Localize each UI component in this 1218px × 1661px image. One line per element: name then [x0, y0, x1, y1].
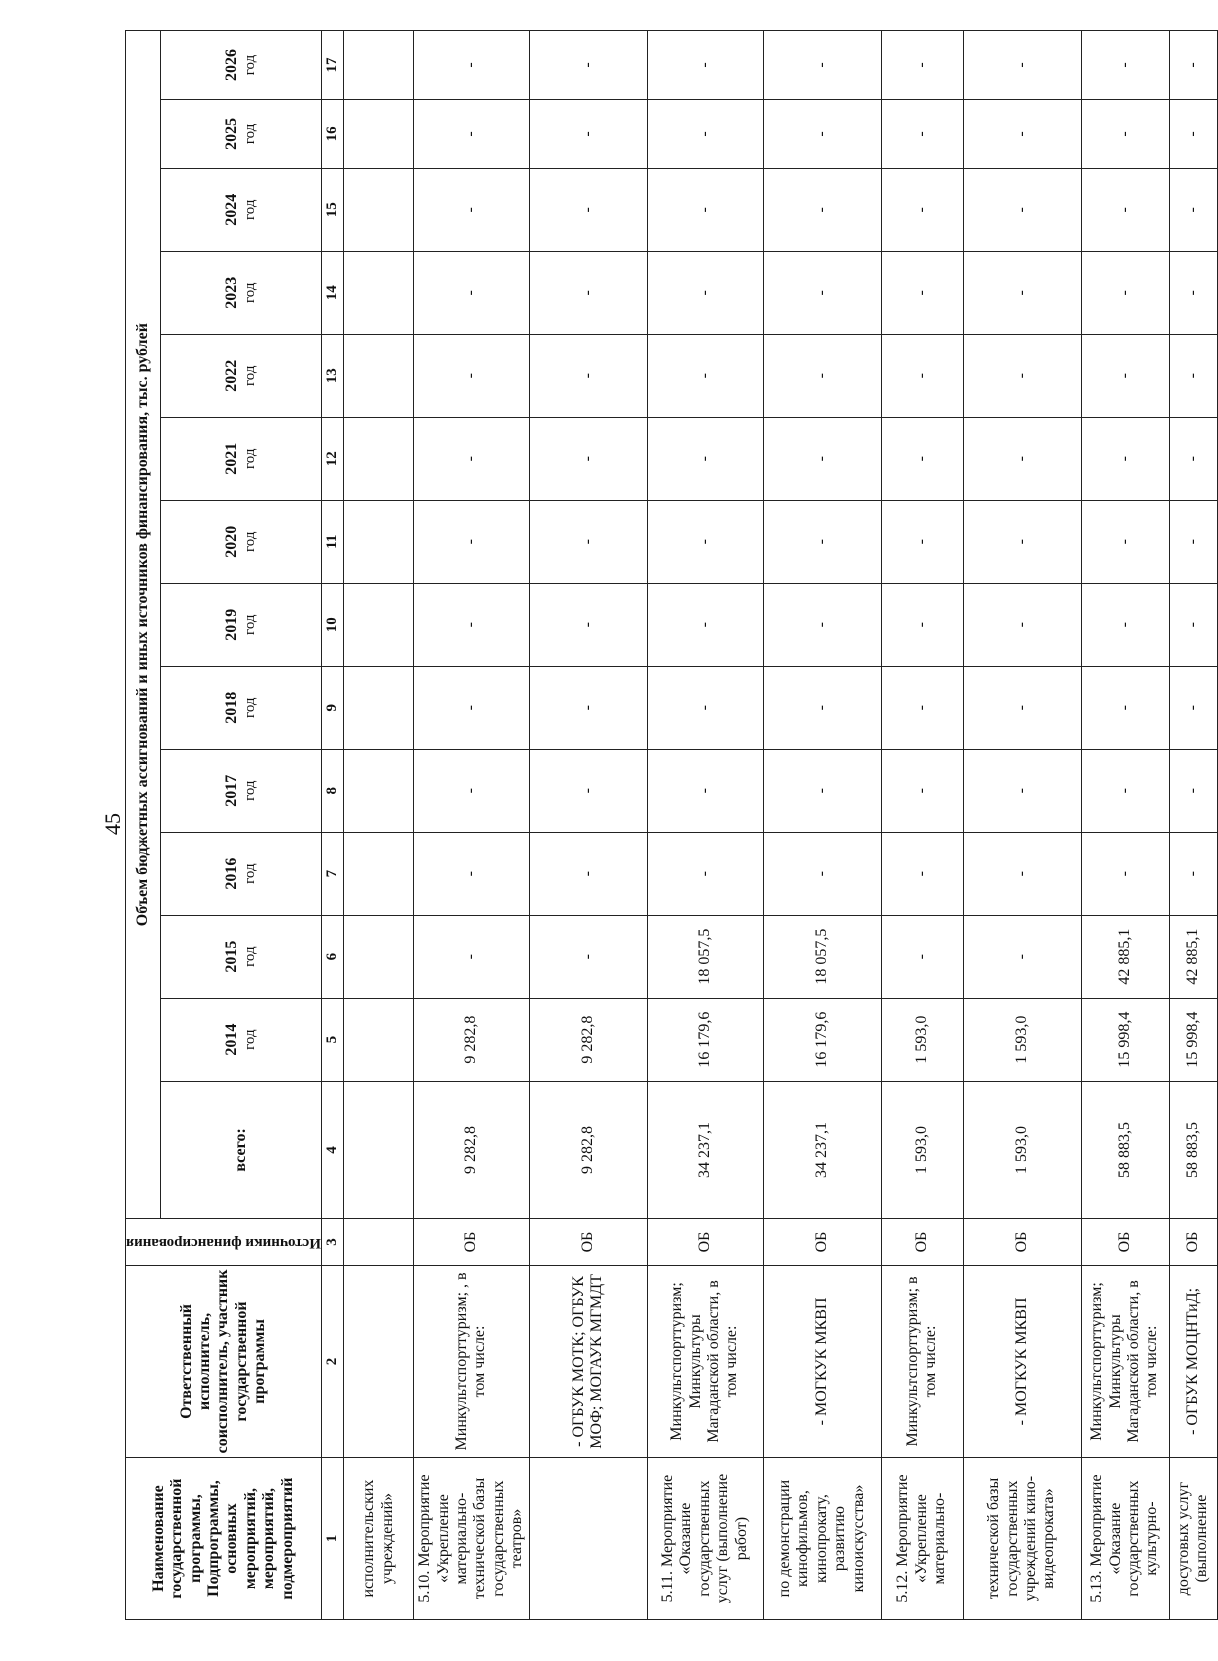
row-value-cell: 18 057,5	[647, 915, 763, 998]
row-value-cell: -	[647, 749, 763, 832]
row-value-cell: -	[881, 583, 963, 666]
row-value-cell	[344, 251, 414, 334]
header-total: всего:	[161, 1081, 322, 1219]
row-value-cell: 58 883,5	[1169, 1081, 1217, 1219]
header-year: 2023 год	[161, 251, 322, 334]
column-number: 5	[321, 998, 343, 1081]
row-value-cell: 34 237,1	[763, 1081, 881, 1219]
column-number: 7	[321, 832, 343, 915]
row-value-cell: -	[1169, 334, 1217, 417]
row-value-cell: 16 179,6	[647, 998, 763, 1081]
row-value-cell: -	[414, 749, 529, 832]
row-value-cell	[344, 998, 414, 1081]
row-value-cell: -	[881, 31, 963, 100]
column-number: 6	[321, 915, 343, 998]
row-value-cell: -	[414, 915, 529, 998]
row-value-cell: -	[1169, 251, 1217, 334]
row-value-cell: -	[414, 832, 529, 915]
row-value-cell: -	[647, 334, 763, 417]
row-value-cell: -	[647, 832, 763, 915]
header-year: 2017 год	[161, 749, 322, 832]
table-row	[763, 31, 881, 1620]
row-value-cell: -	[647, 31, 763, 100]
row-value-cell: -	[881, 915, 963, 998]
row-value-cell: -	[963, 99, 1081, 168]
row-executor-cell: Минкультспорттуризм; Минкультуры Магаданской области, в том числе:	[647, 1265, 763, 1457]
row-value-cell: -	[1081, 417, 1169, 500]
header-year: 2022 год	[161, 334, 322, 417]
table-row	[1081, 31, 1169, 1620]
column-number: 12	[321, 417, 343, 500]
row-executor-cell: - ОГБУК МОТК; ОГБУК МОФ; МОГАУК МГМДТ	[529, 1265, 647, 1457]
row-value-cell: -	[647, 417, 763, 500]
header-year: 2019 год	[161, 583, 322, 666]
row-value-cell: -	[963, 915, 1081, 998]
row-value-cell: -	[1169, 31, 1217, 100]
row-value-cell	[344, 99, 414, 168]
column-number: 9	[321, 666, 343, 749]
row-value-cell: -	[963, 832, 1081, 915]
header-source: Источники финансирования	[126, 1219, 322, 1266]
row-value-cell	[344, 334, 414, 417]
row-value-cell: -	[763, 251, 881, 334]
row-value-cell: 9 282,8	[529, 1081, 647, 1219]
row-value-cell: -	[647, 583, 763, 666]
row-value-cell: -	[881, 666, 963, 749]
row-value-cell: -	[529, 749, 647, 832]
header-executor: Ответственный исполнитель, соисполнитель, участник государственной программы	[126, 1265, 322, 1457]
row-value-cell: -	[529, 500, 647, 583]
row-value-cell: -	[1169, 583, 1217, 666]
row-executor-cell: Минкультспорттуризм; , в том числе:	[414, 1265, 529, 1457]
column-number: 14	[321, 251, 343, 334]
row-value-cell: -	[647, 666, 763, 749]
column-number: 16	[321, 99, 343, 168]
row-value-cell	[344, 583, 414, 666]
row-value-cell: 58 883,5	[1081, 1081, 1169, 1219]
table-row	[647, 31, 763, 1620]
row-value-cell: -	[414, 31, 529, 100]
row-name-cell: 5.11. Мероприятие «Оказание государственных услуг (выполнение работ)	[647, 1458, 763, 1620]
row-value-cell: -	[1081, 334, 1169, 417]
column-number: 17	[321, 31, 343, 100]
row-value-cell: 15 998,4	[1169, 998, 1217, 1081]
row-value-cell: 9 282,8	[529, 998, 647, 1081]
row-value-cell: -	[1081, 583, 1169, 666]
header-funding-group: Объем бюджетных ассигнований и иных источников финансирования, тыс. рублей	[126, 31, 161, 1219]
row-value-cell	[344, 832, 414, 915]
row-executor-cell: - ОГБУК МОЦНТиД;	[1169, 1265, 1217, 1457]
row-value-cell: -	[1081, 832, 1169, 915]
row-value-cell: 15 998,4	[1081, 998, 1169, 1081]
row-value-cell: 16 179,6	[763, 998, 881, 1081]
row-value-cell: -	[963, 251, 1081, 334]
header-year: 2026 год	[161, 31, 322, 100]
column-number: 2	[321, 1265, 343, 1457]
row-value-cell: -	[1169, 749, 1217, 832]
row-value-cell: -	[963, 500, 1081, 583]
column-number: 15	[321, 168, 343, 251]
row-executor-cell: - МОГКУК МКВП	[763, 1265, 881, 1457]
row-source-cell: ОБ	[647, 1219, 763, 1266]
row-value-cell	[344, 417, 414, 500]
row-value-cell: -	[414, 666, 529, 749]
row-value-cell: -	[881, 500, 963, 583]
header-year: 2018 год	[161, 666, 322, 749]
row-value-cell: -	[1081, 749, 1169, 832]
row-value-cell: 1 593,0	[963, 998, 1081, 1081]
row-value-cell: -	[529, 251, 647, 334]
row-value-cell: 42 885,1	[1081, 915, 1169, 998]
row-value-cell: -	[414, 417, 529, 500]
row-executor-cell: Минкультспорттуризм; Минкультуры Магаданской области, в том числе:	[1081, 1265, 1169, 1457]
row-value-cell: -	[647, 500, 763, 583]
row-source-cell: ОБ	[529, 1219, 647, 1266]
row-value-cell: -	[1081, 31, 1169, 100]
row-value-cell: -	[763, 832, 881, 915]
row-value-cell: -	[963, 168, 1081, 251]
row-value-cell: -	[414, 334, 529, 417]
table-body	[321, 31, 1217, 1620]
row-value-cell: -	[963, 334, 1081, 417]
table-row	[1169, 31, 1217, 1620]
row-value-cell: 42 885,1	[1169, 915, 1217, 998]
row-name-cell: исполнительских учреждений»	[344, 1458, 414, 1620]
row-value-cell: -	[647, 168, 763, 251]
row-source-cell: ОБ	[414, 1219, 529, 1266]
row-executor-cell: - МОГКУК МКВП	[963, 1265, 1081, 1457]
row-value-cell	[344, 1081, 414, 1219]
column-number: 4	[321, 1081, 343, 1219]
row-value-cell: -	[881, 749, 963, 832]
header-year: 2015 год	[161, 915, 322, 998]
row-source-cell: ОБ	[1169, 1219, 1217, 1266]
row-value-cell: 18 057,5	[763, 915, 881, 998]
table-row	[414, 31, 529, 1620]
header-year: 2025 год	[161, 99, 322, 168]
row-value-cell: -	[529, 915, 647, 998]
row-value-cell: 1 593,0	[963, 1081, 1081, 1219]
row-value-cell: -	[963, 583, 1081, 666]
row-value-cell	[344, 31, 414, 100]
row-name-cell	[529, 1458, 647, 1620]
row-value-cell: -	[1169, 832, 1217, 915]
row-value-cell: -	[763, 31, 881, 100]
row-value-cell: -	[963, 749, 1081, 832]
column-number-row	[321, 31, 343, 1620]
row-value-cell: -	[529, 334, 647, 417]
row-name-cell: 5.10. Мероприятие «Укрепление материально-технической базы государственных театров»	[414, 1458, 529, 1620]
row-value-cell: -	[647, 99, 763, 168]
column-number: 11	[321, 500, 343, 583]
row-value-cell: 9 282,8	[414, 998, 529, 1081]
row-value-cell: -	[881, 251, 963, 334]
row-value-cell: -	[881, 168, 963, 251]
row-value-cell: -	[1169, 99, 1217, 168]
row-source-cell	[344, 1219, 414, 1266]
row-value-cell: -	[763, 417, 881, 500]
column-number: 1	[321, 1458, 343, 1620]
row-value-cell	[344, 749, 414, 832]
row-value-cell: -	[881, 832, 963, 915]
row-value-cell: -	[1081, 251, 1169, 334]
row-value-cell: -	[1081, 99, 1169, 168]
column-number: 8	[321, 749, 343, 832]
row-value-cell: -	[529, 168, 647, 251]
row-executor-cell: Минкультспорттуризм; в том числе:	[881, 1265, 963, 1457]
row-value-cell: -	[763, 168, 881, 251]
row-value-cell	[344, 500, 414, 583]
row-value-cell: -	[529, 417, 647, 500]
row-value-cell: -	[1081, 168, 1169, 251]
header-year: 2014 год	[161, 998, 322, 1081]
row-value-cell	[344, 915, 414, 998]
row-value-cell: -	[963, 31, 1081, 100]
row-value-cell: -	[1081, 500, 1169, 583]
row-value-cell: -	[963, 666, 1081, 749]
row-executor-cell	[344, 1265, 414, 1457]
column-number: 13	[321, 334, 343, 417]
row-name-cell: досуговых услуг (выполнение	[1169, 1458, 1217, 1620]
row-value-cell: -	[414, 500, 529, 583]
row-name-cell: технической базы государственных учреждений кино-видеопроката»	[963, 1458, 1081, 1620]
column-number: 10	[321, 583, 343, 666]
row-value-cell: -	[529, 666, 647, 749]
table-row	[963, 31, 1081, 1620]
row-value-cell: -	[881, 99, 963, 168]
row-value-cell: 1 593,0	[881, 1081, 963, 1219]
row-value-cell: 34 237,1	[647, 1081, 763, 1219]
table-row	[529, 31, 647, 1620]
row-value-cell: -	[529, 99, 647, 168]
row-name-cell: по демонстрации кинофильмов, кинопрокату, развитию киноискусства»	[763, 1458, 881, 1620]
row-value-cell: -	[763, 749, 881, 832]
row-value-cell: -	[881, 417, 963, 500]
row-value-cell: -	[647, 251, 763, 334]
row-value-cell: -	[763, 666, 881, 749]
rotated-page	[125, 30, 1211, 1620]
header-year: 2021 год	[161, 417, 322, 500]
row-value-cell: -	[529, 583, 647, 666]
row-value-cell: 9 282,8	[414, 1081, 529, 1219]
row-source-cell: ОБ	[1081, 1219, 1169, 1266]
row-value-cell: -	[763, 500, 881, 583]
header-year: 2024 год	[161, 168, 322, 251]
header-year: 2020 год	[161, 500, 322, 583]
row-value-cell: -	[414, 583, 529, 666]
row-value-cell	[344, 168, 414, 251]
row-value-cell: -	[529, 832, 647, 915]
row-value-cell: -	[963, 417, 1081, 500]
row-value-cell: -	[1169, 417, 1217, 500]
row-value-cell	[344, 666, 414, 749]
row-value-cell: -	[763, 99, 881, 168]
page-number: 45	[100, 813, 125, 835]
row-value-cell: -	[414, 99, 529, 168]
header-year: 2016 год	[161, 832, 322, 915]
row-value-cell: -	[1081, 666, 1169, 749]
row-value-cell: -	[881, 334, 963, 417]
row-value-cell: -	[414, 168, 529, 251]
column-number: 3	[321, 1219, 343, 1266]
table-row	[881, 31, 963, 1620]
row-name-cell: 5.13. Мероприятие «Оказание государственных культурно-	[1081, 1458, 1169, 1620]
row-value-cell: -	[763, 334, 881, 417]
row-value-cell: 1 593,0	[881, 998, 963, 1081]
row-source-cell: ОБ	[763, 1219, 881, 1266]
row-value-cell: -	[1169, 500, 1217, 583]
row-source-cell: ОБ	[963, 1219, 1081, 1266]
row-name-cell: 5.12. Мероприятие «Укрепление материально-	[881, 1458, 963, 1620]
financing-table	[125, 30, 1218, 1620]
header-name: Наименование государственной программы, Подпрограммы, основных мероприятий, мероприятий, подмероприятий	[126, 1458, 322, 1620]
row-value-cell: -	[763, 583, 881, 666]
row-value-cell: -	[529, 31, 647, 100]
table-row	[344, 31, 414, 1620]
row-source-cell: ОБ	[881, 1219, 963, 1266]
row-value-cell: -	[414, 251, 529, 334]
row-value-cell: -	[1169, 666, 1217, 749]
row-value-cell: -	[1169, 168, 1217, 251]
